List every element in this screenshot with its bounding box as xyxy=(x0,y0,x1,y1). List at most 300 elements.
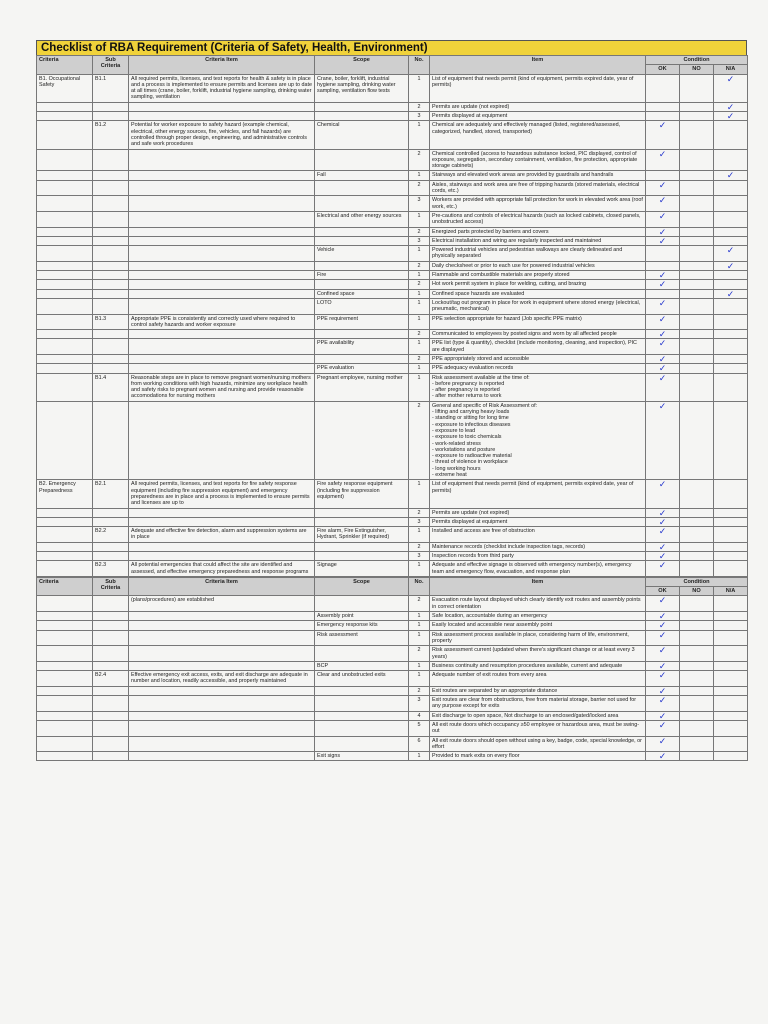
sub-criteria-cell xyxy=(93,227,129,236)
condition-ok-checkbox[interactable] xyxy=(646,261,680,270)
condition-ok-checkbox[interactable]: ✓ xyxy=(646,196,680,212)
condition-no-checkbox[interactable] xyxy=(680,527,714,543)
condition-no-checkbox[interactable] xyxy=(680,261,714,270)
condition-na-checkbox[interactable] xyxy=(714,630,748,646)
condition-ok-checkbox[interactable]: ✓ xyxy=(646,630,680,646)
scope-cell: PPE availability xyxy=(315,339,409,355)
table-row xyxy=(37,102,748,111)
item-detail-cell: Daily checksheet or prior to each use for powered industrial vehicles xyxy=(430,261,646,270)
table-row xyxy=(37,289,748,298)
condition-ok-checkbox[interactable]: ✓ xyxy=(646,527,680,543)
condition-na-checkbox[interactable] xyxy=(714,686,748,695)
condition-ok-checkbox[interactable]: ✓ xyxy=(646,561,680,577)
condition-na-checkbox[interactable] xyxy=(714,121,748,149)
condition-ok-checkbox[interactable]: ✓ xyxy=(646,621,680,630)
item-detail-cell: Permits are update (not expired) xyxy=(430,508,646,517)
item-number-cell: 1 xyxy=(409,527,430,543)
condition-na-checkbox[interactable]: ✓ xyxy=(714,112,748,121)
condition-ok-checkbox[interactable] xyxy=(646,102,680,111)
condition-ok-checkbox[interactable] xyxy=(646,112,680,121)
condition-na-checkbox[interactable] xyxy=(714,298,748,314)
col-no-cond: NO xyxy=(680,587,714,596)
criteria-cell xyxy=(37,354,93,363)
condition-no-checkbox[interactable] xyxy=(680,364,714,373)
condition-ok-checkbox[interactable]: ✓ xyxy=(646,696,680,712)
condition-no-checkbox[interactable] xyxy=(680,752,714,761)
item-detail-cell: Permits are update (not expired) xyxy=(430,102,646,111)
condition-na-checkbox[interactable] xyxy=(714,227,748,236)
sub-criteria-cell: B2.3 xyxy=(93,561,129,577)
scope-cell xyxy=(315,102,409,111)
scope-cell xyxy=(315,236,409,245)
item-number-cell: 1 xyxy=(409,630,430,646)
sub-criteria-cell xyxy=(93,696,129,712)
col-na: N/A xyxy=(714,65,748,74)
condition-na-checkbox[interactable] xyxy=(714,527,748,543)
scope-cell: Crane, boiler, forklift, industrial hygiene sampling, drinking water sampling, ventilation flow tests xyxy=(315,74,409,102)
condition-na-checkbox[interactable]: ✓ xyxy=(714,289,748,298)
criteria-cell xyxy=(37,752,93,761)
col-sub-criteria: Sub Criteria xyxy=(93,577,129,596)
condition-na-checkbox[interactable] xyxy=(714,330,748,339)
condition-na-checkbox[interactable]: ✓ xyxy=(714,74,748,102)
condition-ok-checkbox[interactable]: ✓ xyxy=(646,314,680,330)
sub-criteria-cell xyxy=(93,280,129,289)
criteria-cell xyxy=(37,261,93,270)
condition-na-checkbox[interactable] xyxy=(714,711,748,720)
condition-ok-checkbox[interactable] xyxy=(646,74,680,102)
condition-ok-checkbox[interactable]: ✓ xyxy=(646,330,680,339)
condition-ok-checkbox[interactable]: ✓ xyxy=(646,149,680,171)
condition-na-checkbox[interactable] xyxy=(714,211,748,227)
condition-na-checkbox[interactable] xyxy=(714,720,748,736)
criteria-item-cell xyxy=(129,621,315,630)
criteria-cell xyxy=(37,401,93,480)
scope-cell xyxy=(315,330,409,339)
scope-cell: Vehicle xyxy=(315,246,409,262)
item-number-cell: 1 xyxy=(409,246,430,262)
col-item: Item xyxy=(430,56,646,75)
sub-criteria-cell: B2.4 xyxy=(93,671,129,687)
criteria-cell xyxy=(37,517,93,526)
condition-ok-checkbox[interactable]: ✓ xyxy=(646,720,680,736)
scope-cell: BCP xyxy=(315,661,409,670)
condition-no-checkbox[interactable] xyxy=(680,686,714,695)
condition-na-checkbox[interactable] xyxy=(714,364,748,373)
item-number-cell: 2 xyxy=(409,180,430,196)
condition-no-checkbox[interactable] xyxy=(680,401,714,480)
item-number-cell: 1 xyxy=(409,752,430,761)
condition-na-checkbox[interactable] xyxy=(714,271,748,280)
item-number-cell: 3 xyxy=(409,517,430,526)
scope-cell: Emergency response kits xyxy=(315,621,409,630)
condition-na-checkbox[interactable] xyxy=(714,480,748,508)
condition-no-checkbox[interactable] xyxy=(680,298,714,314)
condition-ok-checkbox[interactable]: ✓ xyxy=(646,752,680,761)
item-number-cell: 5 xyxy=(409,720,430,736)
scope-cell: Clear and unobstructed exits xyxy=(315,671,409,687)
condition-no-checkbox[interactable] xyxy=(680,542,714,551)
condition-ok-checkbox[interactable]: ✓ xyxy=(646,298,680,314)
item-number-cell: 3 xyxy=(409,696,430,712)
criteria-item-cell xyxy=(129,236,315,245)
condition-ok-checkbox[interactable]: ✓ xyxy=(646,711,680,720)
condition-ok-checkbox[interactable]: ✓ xyxy=(646,671,680,687)
table-row xyxy=(37,121,748,149)
condition-na-checkbox[interactable] xyxy=(714,149,748,171)
condition-ok-checkbox[interactable]: ✓ xyxy=(646,354,680,363)
criteria-item-cell xyxy=(129,149,315,171)
item-number-cell: 2 xyxy=(409,354,430,363)
table-row xyxy=(37,149,748,171)
item-detail-cell: Exit routes are clear from obstructions, free from material storage, barrier not used for any purpose except for exits xyxy=(430,696,646,712)
criteria-item-cell xyxy=(129,196,315,212)
condition-no-checkbox[interactable] xyxy=(680,271,714,280)
condition-no-checkbox[interactable] xyxy=(680,720,714,736)
condition-na-checkbox[interactable] xyxy=(714,696,748,712)
criteria-cell xyxy=(37,696,93,712)
condition-na-checkbox[interactable] xyxy=(714,552,748,561)
table-row xyxy=(37,171,748,180)
sub-criteria-cell xyxy=(93,236,129,245)
condition-no-checkbox[interactable] xyxy=(680,149,714,171)
item-number-cell: 1 xyxy=(409,271,430,280)
condition-no-checkbox[interactable] xyxy=(680,711,714,720)
table-row xyxy=(37,364,748,373)
sub-criteria-cell xyxy=(93,271,129,280)
scope-cell xyxy=(315,711,409,720)
table-row xyxy=(37,480,748,508)
condition-na-checkbox[interactable] xyxy=(714,354,748,363)
item-number-cell: 3 xyxy=(409,236,430,245)
condition-ok-checkbox[interactable] xyxy=(646,171,680,180)
table-row xyxy=(37,752,748,761)
table-row xyxy=(37,211,748,227)
condition-ok-checkbox[interactable]: ✓ xyxy=(646,280,680,289)
condition-ok-checkbox[interactable]: ✓ xyxy=(646,373,680,401)
condition-no-checkbox[interactable] xyxy=(680,696,714,712)
col-scope: Scope xyxy=(315,577,409,596)
condition-ok-checkbox[interactable]: ✓ xyxy=(646,552,680,561)
col-criteria: Criteria xyxy=(37,577,93,596)
scope-cell xyxy=(315,696,409,712)
criteria-item-cell xyxy=(129,752,315,761)
condition-ok-checkbox[interactable]: ✓ xyxy=(646,339,680,355)
condition-no-checkbox[interactable] xyxy=(680,74,714,102)
criteria-item-cell: All required permits, licenses, and test reports for fire safety response equipment (including fire suppression equipment) and emergency preparedness are in place and a process is implemented to ensure permits and licenses are up to xyxy=(129,480,315,508)
condition-ok-checkbox[interactable]: ✓ xyxy=(646,180,680,196)
item-detail-cell: Adequate and effective signage is observed with emergency number(s), emergency team and emergency flow, evacuation, and response plan xyxy=(430,561,646,577)
item-number-cell: 1 xyxy=(409,171,430,180)
condition-no-checkbox[interactable] xyxy=(680,246,714,262)
item-detail-cell: Permits displayed at equipment xyxy=(430,517,646,526)
sub-criteria-cell: B1.1 xyxy=(93,74,129,102)
sub-criteria-cell xyxy=(93,661,129,670)
item-number-cell: 2 xyxy=(409,280,430,289)
condition-ok-checkbox[interactable]: ✓ xyxy=(646,364,680,373)
condition-na-checkbox[interactable] xyxy=(714,339,748,355)
table-row xyxy=(37,180,748,196)
condition-na-checkbox[interactable] xyxy=(714,236,748,245)
condition-no-checkbox[interactable] xyxy=(680,180,714,196)
condition-na-checkbox[interactable] xyxy=(714,180,748,196)
scope-cell: Fire alarm, Fire Extinguisher, Hydrant, Sprinkler (if required) xyxy=(315,527,409,543)
criteria-item-cell: Effective emergency exit access, exits, and exit discharge are adequate in number and location, readily accessible, and properly maintained xyxy=(129,671,315,687)
scope-cell xyxy=(315,112,409,121)
condition-ok-checkbox[interactable]: ✓ xyxy=(646,401,680,480)
sub-criteria-cell xyxy=(93,339,129,355)
item-detail-cell: Hot work permit system in place for welding, cutting, and brazing xyxy=(430,280,646,289)
table-row xyxy=(37,339,748,355)
criteria-cell: B1. Occupational Safety xyxy=(37,74,93,102)
item-detail-cell: Provided to mark exits on every floor xyxy=(430,752,646,761)
condition-na-checkbox[interactable]: ✓ xyxy=(714,261,748,270)
item-number-cell: 1 xyxy=(409,211,430,227)
sub-criteria-cell: B1.2 xyxy=(93,121,129,149)
condition-ok-checkbox[interactable]: ✓ xyxy=(646,508,680,517)
item-detail-cell: Energized parts protected by barriers and covers xyxy=(430,227,646,236)
condition-na-checkbox[interactable] xyxy=(714,373,748,401)
condition-no-checkbox[interactable] xyxy=(680,596,714,612)
criteria-cell xyxy=(37,542,93,551)
condition-no-checkbox[interactable] xyxy=(680,508,714,517)
condition-na-checkbox[interactable] xyxy=(714,508,748,517)
criteria-item-cell xyxy=(129,339,315,355)
item-number-cell: 1 xyxy=(409,671,430,687)
criteria-item-cell xyxy=(129,246,315,262)
condition-ok-checkbox[interactable]: ✓ xyxy=(646,596,680,612)
table-row xyxy=(37,686,748,695)
table-row xyxy=(37,271,748,280)
table-row xyxy=(37,621,748,630)
scope-cell xyxy=(315,517,409,526)
scope-cell xyxy=(315,720,409,736)
scope-cell xyxy=(315,542,409,551)
condition-no-checkbox[interactable] xyxy=(680,227,714,236)
criteria-cell xyxy=(37,298,93,314)
condition-na-checkbox[interactable] xyxy=(714,596,748,612)
criteria-item-cell xyxy=(129,661,315,670)
table-row xyxy=(37,736,748,752)
condition-na-checkbox[interactable] xyxy=(714,401,748,480)
sub-criteria-cell xyxy=(93,612,129,621)
condition-no-checkbox[interactable] xyxy=(680,373,714,401)
condition-no-checkbox[interactable] xyxy=(680,552,714,561)
sub-criteria-cell: B2.1 xyxy=(93,480,129,508)
condition-na-checkbox[interactable] xyxy=(714,736,748,752)
condition-no-checkbox[interactable] xyxy=(680,339,714,355)
sub-criteria-cell xyxy=(93,112,129,121)
col-ok: OK xyxy=(646,65,680,74)
condition-ok-checkbox[interactable]: ✓ xyxy=(646,121,680,149)
item-number-cell: 6 xyxy=(409,736,430,752)
condition-no-checkbox[interactable] xyxy=(680,280,714,289)
col-criteria-item: Criteria Item xyxy=(129,577,315,596)
condition-no-checkbox[interactable] xyxy=(680,561,714,577)
condition-no-checkbox[interactable] xyxy=(680,330,714,339)
criteria-cell xyxy=(37,171,93,180)
criteria-cell xyxy=(37,314,93,330)
condition-no-checkbox[interactable] xyxy=(680,630,714,646)
criteria-cell xyxy=(37,149,93,171)
criteria-cell xyxy=(37,621,93,630)
condition-no-checkbox[interactable] xyxy=(680,171,714,180)
sheet-title: Checklist of RBA Requirement (Criteria of Safety, Health, Environment) xyxy=(36,40,747,55)
condition-no-checkbox[interactable] xyxy=(680,354,714,363)
table-row xyxy=(37,261,748,270)
criteria-cell xyxy=(37,686,93,695)
condition-no-checkbox[interactable] xyxy=(680,314,714,330)
item-detail-cell: General and specific of Risk Assessment of: - lifting and carrying heavy loads - standing or sitting for long time - exposure to infectious diseases - exposure to lead - exposure to toxic chemicals - work-related stress - workstations and posture - exposure to radioactive material - threat of violence in workplace - long working hours - extreme heat xyxy=(430,401,646,480)
item-detail-cell: Lockout/tag out program in place for work in equipment where stored energy (electrical, pneumatic, mechanical) xyxy=(430,298,646,314)
criteria-item-cell: All potential emergencies that could affect the site are identified and assessed, and effective emergency preparedness and response programs xyxy=(129,561,315,577)
table-row xyxy=(37,711,748,720)
condition-no-checkbox[interactable] xyxy=(680,517,714,526)
criteria-item-cell xyxy=(129,180,315,196)
scope-cell xyxy=(315,686,409,695)
condition-na-checkbox[interactable]: ✓ xyxy=(714,102,748,111)
item-number-cell: 1 xyxy=(409,561,430,577)
condition-ok-checkbox[interactable]: ✓ xyxy=(646,236,680,245)
item-detail-cell: Risk assessment current (updated when there's significant change or at least every 3 years) xyxy=(430,646,646,662)
condition-no-checkbox[interactable] xyxy=(680,621,714,630)
sub-criteria-cell xyxy=(93,401,129,480)
condition-na-checkbox[interactable]: ✓ xyxy=(714,246,748,262)
item-number-cell: 2 xyxy=(409,330,430,339)
table-row xyxy=(37,630,748,646)
item-detail-cell: Risk assessment available at the time of: - before pregnancy is reported - after pregnancy is reported - after mother returns to work xyxy=(430,373,646,401)
scope-cell xyxy=(315,596,409,612)
scope-cell xyxy=(315,401,409,480)
condition-ok-checkbox[interactable]: ✓ xyxy=(646,736,680,752)
criteria-item-cell xyxy=(129,364,315,373)
condition-no-checkbox[interactable] xyxy=(680,196,714,212)
item-number-cell: 3 xyxy=(409,196,430,212)
condition-no-checkbox[interactable] xyxy=(680,646,714,662)
condition-no-checkbox[interactable] xyxy=(680,736,714,752)
item-number-cell: 4 xyxy=(409,711,430,720)
item-detail-cell: Aisles, stairways and work area are free of tripping hazards (stored materials, electrical cords, etc.) xyxy=(430,180,646,196)
condition-na-checkbox[interactable] xyxy=(714,752,748,761)
criteria-item-cell xyxy=(129,280,315,289)
sub-criteria-cell xyxy=(93,364,129,373)
condition-ok-checkbox[interactable]: ✓ xyxy=(646,211,680,227)
condition-na-checkbox[interactable]: ✓ xyxy=(714,171,748,180)
condition-ok-checkbox[interactable]: ✓ xyxy=(646,227,680,236)
condition-ok-checkbox[interactable] xyxy=(646,289,680,298)
condition-ok-checkbox[interactable]: ✓ xyxy=(646,686,680,695)
condition-no-checkbox[interactable] xyxy=(680,236,714,245)
condition-no-checkbox[interactable] xyxy=(680,121,714,149)
condition-na-checkbox[interactable] xyxy=(714,646,748,662)
criteria-item-cell: Reasonable steps are in place to remove pregnant women/nursing mothers from working conditions with high hazards, minimize any workplace health and safety risks to pregnant women and nursing and provide reasonable accomodations for nursing mothers xyxy=(129,373,315,401)
col-na: N/A xyxy=(714,587,748,596)
table-row xyxy=(37,354,748,363)
criteria-cell xyxy=(37,552,93,561)
criteria-item-cell: Adequate and effective fire detection, alarm and suppression systems are in place xyxy=(129,527,315,543)
condition-no-checkbox[interactable] xyxy=(680,612,714,621)
criteria-cell xyxy=(37,720,93,736)
sub-criteria-cell xyxy=(93,354,129,363)
sub-criteria-cell: B1.4 xyxy=(93,373,129,401)
condition-na-checkbox[interactable] xyxy=(714,661,748,670)
condition-ok-checkbox[interactable]: ✓ xyxy=(646,661,680,670)
criteria-item-cell xyxy=(129,289,315,298)
criteria-cell xyxy=(37,596,93,612)
scope-cell xyxy=(315,646,409,662)
criteria-item-cell xyxy=(129,552,315,561)
scope-cell: Signage xyxy=(315,561,409,577)
condition-ok-checkbox[interactable] xyxy=(646,246,680,262)
condition-ok-checkbox[interactable]: ✓ xyxy=(646,646,680,662)
condition-na-checkbox[interactable] xyxy=(714,561,748,577)
condition-na-checkbox[interactable] xyxy=(714,314,748,330)
scope-cell: Confined space xyxy=(315,289,409,298)
table-row xyxy=(37,508,748,517)
condition-no-checkbox[interactable] xyxy=(680,112,714,121)
condition-na-checkbox[interactable] xyxy=(714,196,748,212)
criteria-cell xyxy=(37,373,93,401)
condition-na-checkbox[interactable] xyxy=(714,517,748,526)
criteria-item-cell xyxy=(129,102,315,111)
item-detail-cell: Permits displayed at equipment xyxy=(430,112,646,121)
condition-na-checkbox[interactable] xyxy=(714,280,748,289)
sub-criteria-cell xyxy=(93,149,129,171)
criteria-cell xyxy=(37,280,93,289)
condition-ok-checkbox[interactable]: ✓ xyxy=(646,271,680,280)
criteria-cell xyxy=(37,236,93,245)
criteria-item-cell xyxy=(129,227,315,236)
item-detail-cell: Safe location, accountable during an emergency xyxy=(430,612,646,621)
criteria-item-cell: Appropriate PPE is consistently and correctly used where required to control safety hazards and worker exposure xyxy=(129,314,315,330)
item-number-cell: 2 xyxy=(409,508,430,517)
condition-ok-checkbox[interactable]: ✓ xyxy=(646,480,680,508)
item-detail-cell: List of equipment that needs permit (kind of equipment, permits expired date, year of permits) xyxy=(430,74,646,102)
condition-no-checkbox[interactable] xyxy=(680,102,714,111)
condition-no-checkbox[interactable] xyxy=(680,480,714,508)
criteria-cell xyxy=(37,289,93,298)
col-criteria-item: Criteria Item xyxy=(129,56,315,75)
item-number-cell: 1 xyxy=(409,612,430,621)
condition-na-checkbox[interactable] xyxy=(714,621,748,630)
condition-ok-checkbox[interactable]: ✓ xyxy=(646,517,680,526)
criteria-item-cell xyxy=(129,508,315,517)
item-number-cell: 1 xyxy=(409,298,430,314)
condition-ok-checkbox[interactable]: ✓ xyxy=(646,542,680,551)
condition-ok-checkbox[interactable]: ✓ xyxy=(646,612,680,621)
item-number-cell: 2 xyxy=(409,261,430,270)
table-row xyxy=(37,596,748,612)
table-row xyxy=(37,314,748,330)
condition-no-checkbox[interactable] xyxy=(680,211,714,227)
item-number-cell: 2 xyxy=(409,149,430,171)
sub-criteria-cell xyxy=(93,211,129,227)
item-number-cell: 1 xyxy=(409,364,430,373)
criteria-cell xyxy=(37,180,93,196)
condition-na-checkbox[interactable] xyxy=(714,671,748,687)
condition-no-checkbox[interactable] xyxy=(680,289,714,298)
condition-no-checkbox[interactable] xyxy=(680,671,714,687)
scope-cell xyxy=(315,261,409,270)
item-number-cell: 3 xyxy=(409,112,430,121)
sub-criteria-cell xyxy=(93,630,129,646)
condition-na-checkbox[interactable] xyxy=(714,542,748,551)
condition-no-checkbox[interactable] xyxy=(680,661,714,670)
condition-na-checkbox[interactable] xyxy=(714,612,748,621)
criteria-cell xyxy=(37,102,93,111)
item-detail-cell: Stairways and elevated work areas are provided by guardrails and handrails xyxy=(430,171,646,180)
col-no-cond: NO xyxy=(680,65,714,74)
